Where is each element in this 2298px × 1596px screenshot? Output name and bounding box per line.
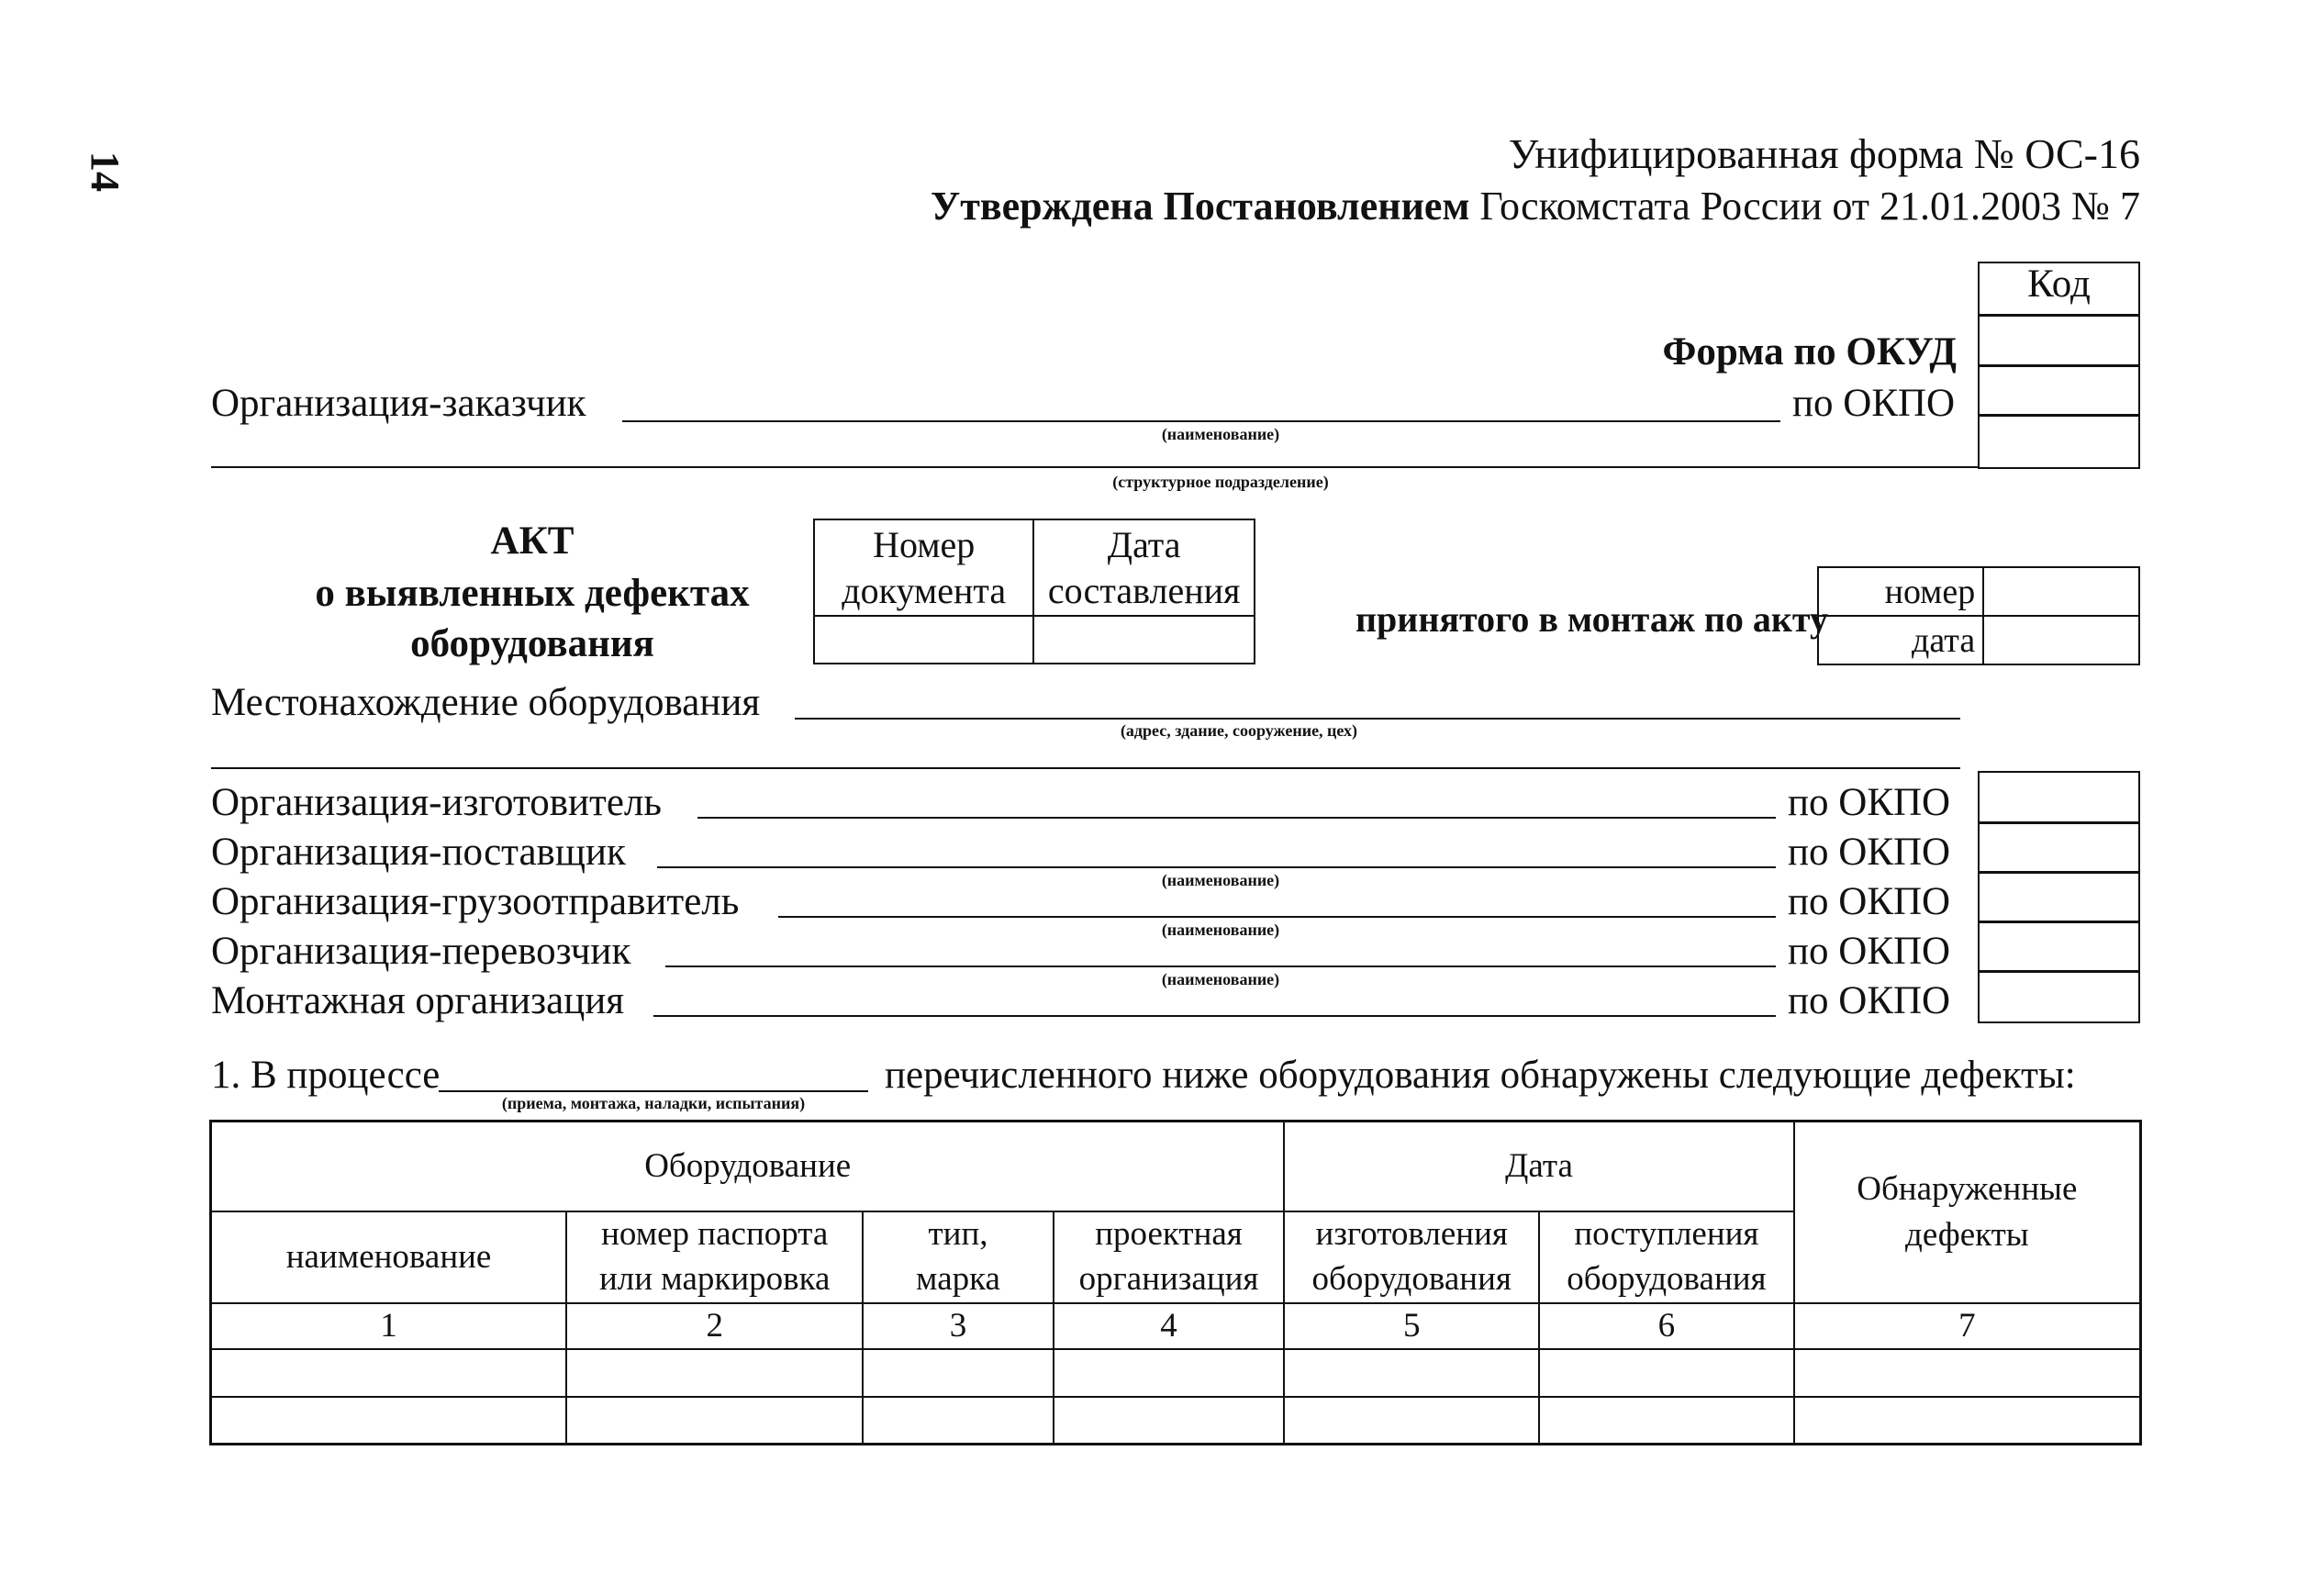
shipper-okpo-box[interactable] <box>1978 871 2140 923</box>
supplier-okpo-label: по ОКПО <box>1788 831 1951 874</box>
okud-label: Форма по ОКУД <box>1662 330 1957 374</box>
equipment-group-header: Оборудование <box>211 1122 1285 1211</box>
supplier-line[interactable] <box>657 866 1776 868</box>
table-row <box>211 1397 2141 1445</box>
process-prefix: 1. В процессе <box>211 1054 441 1097</box>
doc-number-value[interactable] <box>814 616 1033 664</box>
column-number: 5 <box>1284 1303 1539 1349</box>
column-number: 1 <box>211 1303 567 1349</box>
mounting-act-number-value[interactable] <box>1983 567 2139 616</box>
date-group-header: Дата <box>1284 1122 1793 1211</box>
act-subtitle-2: оборудования <box>410 622 654 665</box>
manufacturer-line[interactable] <box>697 817 1776 819</box>
installer-line[interactable] <box>653 1015 1776 1017</box>
shipper-caption: (наименование) <box>1161 921 1280 939</box>
okud-code-box[interactable] <box>1978 314 2140 367</box>
supplier-caption: (наименование) <box>1161 871 1280 889</box>
col-made-header <box>1284 1211 1539 1303</box>
col-type-line2: марка <box>916 1259 1000 1298</box>
table-cell[interactable] <box>1054 1349 1285 1397</box>
doc-number-header-line2: документа <box>842 569 1007 611</box>
manufacturer-okpo-box[interactable] <box>1978 771 2140 824</box>
table-cell[interactable] <box>1284 1349 1539 1397</box>
doc-number-header-line1: Номер <box>873 523 976 565</box>
customer-name-line[interactable] <box>622 420 1780 422</box>
supplier-label: Организация-поставщик <box>211 831 626 874</box>
shipper-label: Организация-грузоотправитель <box>211 880 740 923</box>
carrier-okpo-box[interactable] <box>1978 921 2140 973</box>
act-title: АКТ <box>490 519 574 563</box>
table-cell[interactable] <box>1794 1349 2141 1397</box>
column-number: 4 <box>1054 1303 1285 1349</box>
column-number: 3 <box>863 1303 1053 1349</box>
mounting-act-table <box>1817 566 2140 665</box>
col-received-line1: поступления <box>1574 1215 1759 1254</box>
table-cell[interactable] <box>863 1349 1053 1397</box>
doc-date-header-line2: составления <box>1047 569 1241 611</box>
installer-label: Монтажная организация <box>211 979 625 1022</box>
defects-table <box>209 1120 2142 1445</box>
supplier-okpo-box[interactable] <box>1978 821 2140 874</box>
process-line[interactable] <box>439 1090 868 1092</box>
approval-prefix: Утверждена Постановлением <box>930 184 1470 229</box>
customer-okpo-label: по ОКПО <box>1792 382 1956 425</box>
column-number: 6 <box>1539 1303 1794 1349</box>
table-cell[interactable] <box>566 1349 863 1397</box>
customer-division-caption: (структурное подразделение) <box>1112 473 1329 491</box>
location-line[interactable] <box>795 718 1960 720</box>
col-design-header <box>1054 1211 1285 1303</box>
col-type-header <box>863 1211 1053 1303</box>
table-cell[interactable] <box>1054 1397 1285 1445</box>
carrier-okpo-label: по ОКПО <box>1788 930 1951 973</box>
mounting-act-date-label: дата <box>1818 616 1983 664</box>
document-table <box>813 519 1255 664</box>
table-cell[interactable] <box>1284 1397 1539 1445</box>
doc-date-header-line1: Дата <box>1107 523 1181 565</box>
col-received-line2: оборудования <box>1567 1259 1767 1298</box>
table-cell[interactable] <box>566 1397 863 1445</box>
table-cell[interactable] <box>211 1349 567 1397</box>
location-caption: (адрес, здание, сооружение, цех) <box>1120 721 1358 740</box>
col-type-line1: тип, <box>928 1215 988 1254</box>
manufacturer-okpo-label: по ОКПО <box>1788 781 1951 824</box>
mounting-act-number-label: номер <box>1818 567 1983 616</box>
approval-suffix: Госкомстата России от 21.01.2003 № 7 <box>1479 184 2140 229</box>
customer-okpo-box[interactable] <box>1978 364 2140 417</box>
doc-date-header <box>1033 519 1255 616</box>
col-passport-header <box>566 1211 863 1303</box>
col-passport-line1: номер паспорта <box>601 1215 829 1254</box>
carrier-caption: (наименование) <box>1161 970 1280 988</box>
column-number: 7 <box>1794 1303 2141 1349</box>
customer-division-line[interactable] <box>211 466 1979 468</box>
col-passport-line2: или маркировка <box>598 1259 831 1298</box>
table-cell[interactable] <box>211 1397 567 1445</box>
customer-label: Организация-заказчик <box>211 382 586 425</box>
table-cell[interactable] <box>1794 1397 2141 1445</box>
col-name-header: наименование <box>211 1211 567 1303</box>
page-number: 14 <box>83 151 128 192</box>
column-number: 2 <box>566 1303 863 1349</box>
installer-okpo-label: по ОКПО <box>1788 979 1951 1022</box>
col-made-line1: изготовления <box>1315 1215 1508 1254</box>
installer-okpo-box[interactable] <box>1978 970 2140 1023</box>
column-numbers-row <box>211 1303 2141 1349</box>
manufacturer-label: Организация-изготовитель <box>211 781 662 824</box>
defects-header-line1: Обнаруженные <box>1857 1169 2078 1208</box>
shipper-line[interactable] <box>778 916 1776 918</box>
col-design-line1: проектная <box>1095 1215 1243 1254</box>
form-name: Унифицированная форма № ОС-16 <box>1508 130 2140 177</box>
shipper-okpo-label: по ОКПО <box>1788 880 1951 923</box>
table-cell[interactable] <box>1539 1349 1794 1397</box>
act-subtitle-1: о выявленных дефектах <box>315 572 750 615</box>
location-label: Местонахождение оборудования <box>211 681 761 724</box>
process-caption: (приема, монтажа, наладки, испытания) <box>501 1094 806 1112</box>
carrier-line[interactable] <box>665 965 1776 967</box>
table-row <box>211 1349 2141 1397</box>
col-design-line2: организация <box>1078 1259 1259 1298</box>
table-cell[interactable] <box>1539 1397 1794 1445</box>
process-suffix: перечисленного ниже оборудования обнаружены следующие дефекты: <box>885 1054 2076 1097</box>
doc-date-value[interactable] <box>1033 616 1255 664</box>
col-made-line2: оборудования <box>1311 1259 1512 1298</box>
carrier-label: Организация-перевозчик <box>211 930 631 973</box>
doc-number-header <box>814 519 1033 616</box>
mounting-act-date-value[interactable] <box>1983 616 2139 664</box>
customer-name-caption: (наименование) <box>1161 425 1280 443</box>
location-line-2[interactable] <box>211 767 1960 769</box>
division-code-box[interactable] <box>1978 414 2140 469</box>
mounting-act-label: принятого в монтаж по акту <box>1355 598 1829 640</box>
col-received-header <box>1539 1211 1794 1303</box>
code-header: Код <box>2027 262 2091 306</box>
defects-header <box>1794 1122 2141 1303</box>
defects-header-line2: дефекты <box>1905 1215 2029 1254</box>
approval-line <box>931 186 2140 227</box>
table-cell[interactable] <box>863 1397 1053 1445</box>
